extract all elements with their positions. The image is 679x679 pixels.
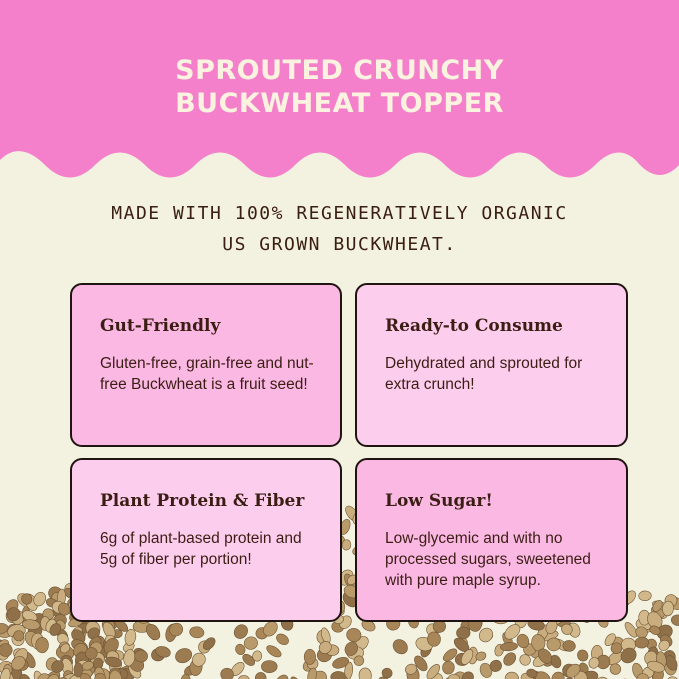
feature-title: Plant Protein & Fiber [100,491,305,511]
tagline-line-2: US GROWN BUCKWHEAT. [222,234,457,255]
feature-description: Dehydrated and sprouted for extra crunch! [385,355,583,393]
feature-card-plant-protein [70,458,342,622]
feature-description: 6g of plant-based protein and 5g of fiber per portion! [100,530,302,568]
tagline-line-1: MADE WITH 100% REGENERATIVELY ORGANIC [111,203,568,224]
feature-description: Low-glycemic and with no processed sugars, sweetened with pure maple syrup. [385,530,591,589]
feature-card-ready-to-consume [355,283,628,447]
feature-title: Gut-Friendly [100,316,221,336]
feature-card-gut-friendly [70,283,342,447]
tagline [0,198,679,260]
feature-title: Ready-to Consume [385,316,563,336]
feature-card-low-sugar [355,458,628,622]
title-line-1: SPROUTED CRUNCHY [175,55,504,86]
feature-title: Low Sugar! [385,491,493,511]
title-line-2: BUCKWHEAT TOPPER [175,88,504,119]
feature-description: Gluten-free, grain-free and nut-free Buckwheat is a fruit seed! [100,355,314,393]
page-title [0,54,679,120]
